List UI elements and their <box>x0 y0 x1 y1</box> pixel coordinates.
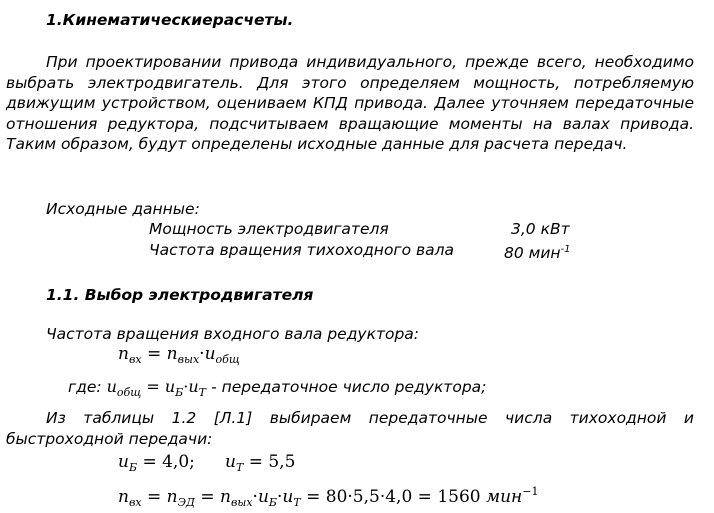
intro-paragraph: При проектировании привода индивидуального, прежде всего, необходимо выбрать электродвигатель. Для этого определяем мощность, потребляемую движущим устройством, оцениваем КПД привода. Далее уточняем передаточные отношения редуктора, подсчитываем вращающие моменты на валах привода. Таким образом, будут определены исходные данные для расчета передач. <box>6 53 694 154</box>
page-title: 1.Кинематическиерасчеты. <box>46 11 294 29</box>
formula-result: $n_{вх} = n_{ЭД} = n_{вых}\cdot u_Б\cdot u_Т = 80\cdot 5,5\cdot 4,0 = 1560$ мин$^{-1}$ <box>118 485 539 509</box>
formula-input-speed: $n_{вх} = n_{вых}\cdot u_{общ}$ <box>118 344 240 366</box>
where-line: где: $u_{общ} = u_Б\cdot u_Т$ - передаточное число редуктора; <box>68 377 487 399</box>
speed-label: Частота вращения тихоходного вала <box>149 241 455 259</box>
initial-data-label: Исходные данные: <box>46 200 200 218</box>
formula-ratio-slow: $u_Т = 5,5$ <box>225 452 296 474</box>
power-value: 3,0 кВт <box>511 220 570 238</box>
power-label: Мощность электродвигателя <box>149 220 389 238</box>
speed-value: 80 мин$^{-1}$ <box>504 244 571 262</box>
formula-ratios: $u_Б = 4,0$; <box>118 452 195 474</box>
section-title: 1.1. Выбор электродвигателя <box>46 286 314 304</box>
table-paragraph: Из таблицы 1.2 [Л.1] выбираем передаточные числа тихоходной и быстроходной передачи: <box>6 409 694 448</box>
input-speed-label: Частота вращения входного вала редуктора: <box>46 325 420 343</box>
